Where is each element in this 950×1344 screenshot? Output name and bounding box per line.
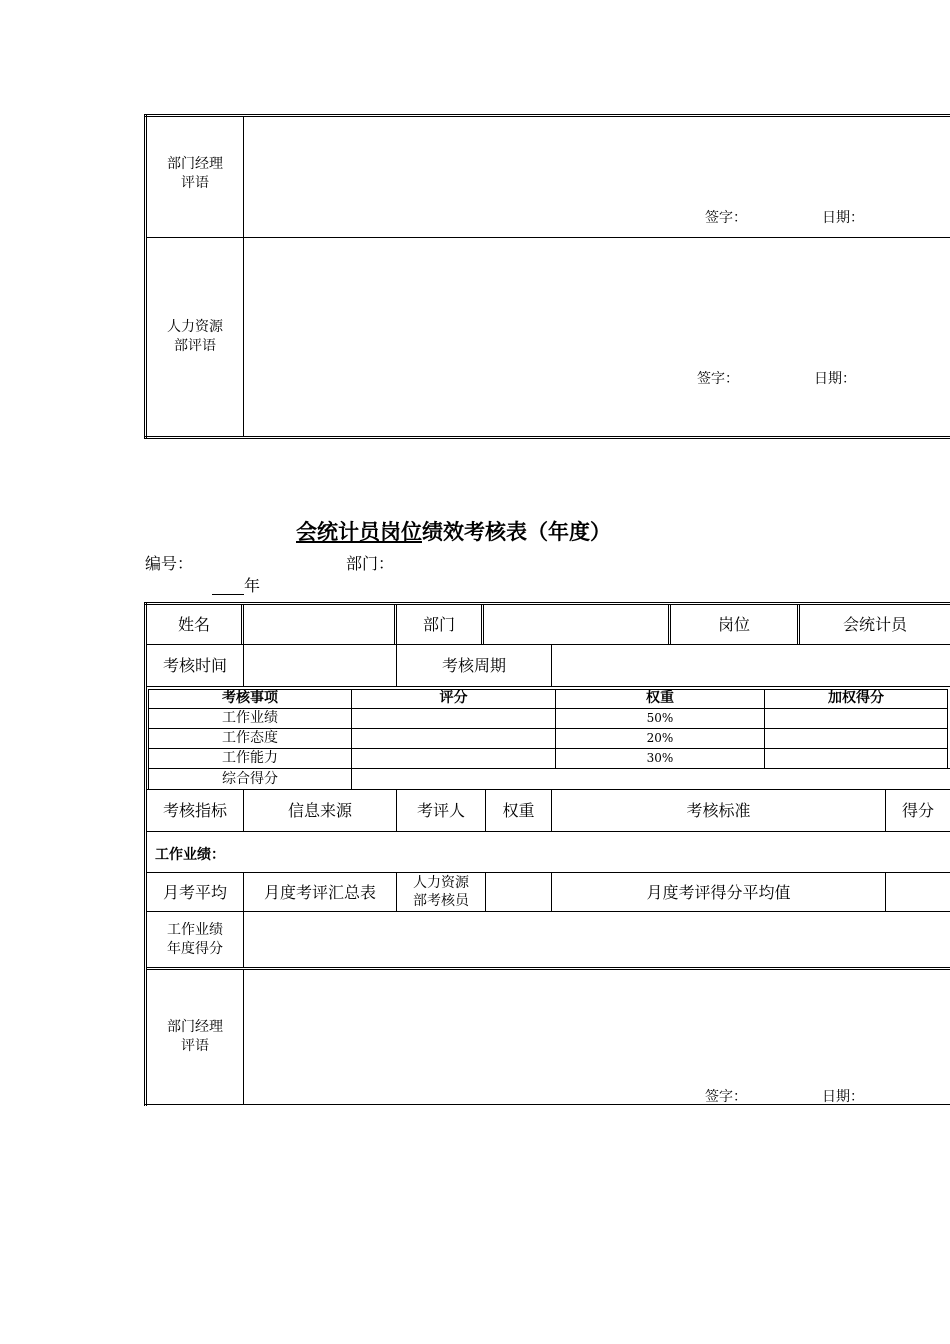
annual-score-label-line2: 年度得分 bbox=[167, 940, 223, 957]
name-label: 姓名 bbox=[177, 615, 210, 634]
indicator-header-score: 得分 bbox=[901, 801, 934, 820]
monthly-average-label: 月考平均 bbox=[162, 882, 227, 902]
summary-header-weight: 权重 bbox=[646, 690, 674, 706]
number-label: 编号： bbox=[145, 554, 194, 573]
indicator-header-indicator: 考核指标 bbox=[162, 801, 227, 820]
manager-comment-label-line2: 评语 bbox=[181, 175, 209, 191]
row1-div1 bbox=[241, 605, 244, 644]
summary-weight-attitude: 20% bbox=[646, 731, 674, 745]
hr-comment-label-line1: 人力资源 bbox=[167, 319, 223, 335]
name-input[interactable] bbox=[245, 606, 393, 643]
summary-right bbox=[947, 689, 948, 769]
annual-score-input[interactable] bbox=[244, 913, 948, 966]
top-table-border-top bbox=[144, 114, 950, 117]
assessment-time-input[interactable] bbox=[244, 646, 395, 685]
assessment-time-label: 考核时间 bbox=[162, 656, 227, 675]
bottom-manager-comment-area[interactable] bbox=[244, 971, 948, 1103]
hr-comment-label-line2: 部评语 bbox=[174, 338, 216, 354]
year-label: 年 bbox=[244, 576, 261, 595]
year-blank[interactable] bbox=[212, 577, 244, 595]
dept-input[interactable] bbox=[485, 606, 667, 643]
position-label: 岗位 bbox=[717, 615, 750, 634]
indicator-header-source: 信息来源 bbox=[287, 801, 352, 820]
monthly-evaluator-line2: 部考核员 bbox=[413, 893, 469, 909]
manager-comment-label bbox=[147, 155, 243, 193]
monthly-evaluator-line1: 人力资源 bbox=[413, 875, 469, 891]
annual-score-label bbox=[147, 912, 243, 967]
monthly-weight-input[interactable] bbox=[486, 874, 550, 910]
summary-header-weighted: 加权得分 bbox=[828, 690, 884, 706]
form-title-rest: 绩效考核表（年度） bbox=[422, 520, 611, 544]
monthly-evaluator bbox=[397, 873, 485, 911]
monthly-row-bottom bbox=[146, 911, 950, 912]
monthly-score-input[interactable] bbox=[887, 874, 949, 910]
annual-row-bottom bbox=[146, 967, 950, 970]
hr-comment-label bbox=[147, 318, 243, 356]
annual-score-label-line1: 工作业绩 bbox=[167, 921, 223, 938]
hr-comment-area[interactable] bbox=[244, 239, 948, 435]
manager-comment-label-line1: 部门经理 bbox=[167, 156, 223, 172]
section-performance-label: 工作业绩： bbox=[155, 847, 225, 863]
monthly-source: 月度考评汇总表 bbox=[263, 882, 376, 902]
bottom-sign-label: 签字： bbox=[705, 1089, 747, 1105]
manager-sign-label: 签字： bbox=[705, 210, 747, 226]
indicator-header-standard: 考核标准 bbox=[686, 801, 751, 820]
summary-weight-performance: 50% bbox=[646, 711, 674, 725]
form-title-position: 会统计员岗位 bbox=[296, 520, 422, 544]
bottom-manager-label-line2: 评语 bbox=[181, 1038, 209, 1054]
summary-row-performance: 工作业绩 bbox=[222, 710, 278, 726]
hr-sign-label: 签字： bbox=[697, 371, 739, 387]
manager-date-label: 日期： bbox=[822, 210, 864, 226]
summary-weight-ability: 30% bbox=[646, 751, 674, 765]
top-table-border-bottom bbox=[144, 436, 950, 439]
dept-label: 部门 bbox=[422, 615, 455, 634]
year-field bbox=[212, 573, 260, 596]
bottom-date-label: 日期： bbox=[822, 1089, 864, 1105]
form-title bbox=[296, 516, 611, 546]
position-value: 会统计员 bbox=[842, 615, 907, 634]
mr-div5 bbox=[885, 873, 886, 911]
summary-row-ability: 工作能力 bbox=[222, 750, 278, 766]
assessment-cycle-label: 考核周期 bbox=[441, 656, 506, 675]
monthly-standard: 月度考评得分平均值 bbox=[646, 882, 791, 902]
bottom-manager-label-line1: 部门经理 bbox=[167, 1019, 223, 1035]
indicator-header-weight: 权重 bbox=[502, 801, 535, 820]
summary-header-score: 评分 bbox=[439, 690, 468, 706]
hr-date-label: 日期： bbox=[814, 371, 856, 387]
summary-total-label: 综合得分 bbox=[222, 770, 278, 787]
summary-row-attitude: 工作态度 bbox=[222, 730, 278, 746]
row1-div3 bbox=[481, 605, 484, 644]
assessment-cycle-input[interactable] bbox=[552, 646, 948, 685]
department-label: 部门： bbox=[346, 554, 395, 573]
top-table-row-divider bbox=[146, 237, 950, 238]
indicator-header-bottom bbox=[146, 831, 950, 832]
row2-bottom bbox=[146, 686, 950, 687]
indicator-header-evaluator: 考评人 bbox=[416, 801, 465, 820]
bottom-manager-label bbox=[147, 1018, 243, 1056]
summary-header-item: 考核事项 bbox=[222, 690, 278, 706]
